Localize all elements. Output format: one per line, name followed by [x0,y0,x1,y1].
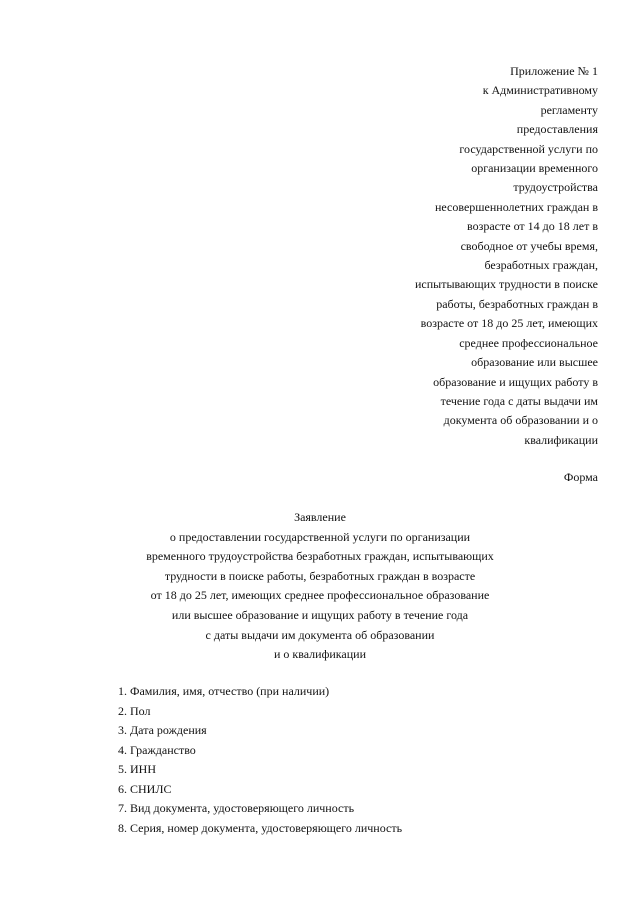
appendix-line: образование или высшее [471,355,598,370]
appendix-line: к Административному [482,83,598,98]
appendix-line: образование и ищущих работу в [433,374,598,389]
appendix-line: свободное от учебы время, [460,238,598,253]
appendix-line: безработных граждан, [484,258,598,273]
title-line: временного трудоустройства безработных граждан, испытывающих [146,549,494,564]
form-field-item: 4. Гражданство [118,742,196,757]
form-fields-list [118,682,578,838]
title-line: или высшее образование и ищущих работу в течение года [171,607,469,622]
appendix-line: государственной услуги по [459,141,598,156]
form-field-item: 3. Дата рождения [118,723,207,737]
form-field-item: 1. Фамилия, имя, отчество (при наличии) [118,684,330,698]
form-field-item: 6. СНИЛС [118,781,172,796]
appendix-line: среднее профессиональное [459,335,598,350]
appendix-header [378,62,598,450]
appendix-line: регламенту [540,102,598,117]
title-line: трудности в поиске работы, безработных граждан в возрасте [164,568,476,583]
form-field-item: 5. ИНН [118,762,156,776]
appendix-line: трудоустройства [513,180,598,195]
appendix-line: испытывающих трудности в поиске [415,277,598,292]
appendix-line: несовершеннолетних граждан в [434,199,598,214]
form-label: Форма [563,470,598,484]
appendix-line: работы, безработных граждан в [436,296,598,311]
form-field-item: 8. Серия, номер документа, удостоверяющего личность [118,820,403,835]
appendix-line: течение года с даты выдачи им [440,393,598,408]
title-line: с даты выдачи им документа об образовании [205,627,435,642]
document-title [120,508,520,665]
appendix-line: организации временного [471,161,598,176]
appendix-line: предоставления [516,122,598,137]
title-line: Заявление [294,510,346,524]
appendix-line: возрасте от 14 до 18 лет в [467,219,598,234]
form-field-item: 7. Вид документа, удостоверяющего личность [118,801,355,815]
appendix-line: Приложение № 1 [510,64,598,78]
title-line: от 18 до 25 лет, имеющих среднее профессиональное образование [150,588,490,603]
form-field-item: 2. Пол [118,703,151,718]
title-line: о предоставлении государственной услуги по организации [169,529,471,544]
title-line: и о квалификации [273,647,367,662]
appendix-line: документа об образовании и о [443,413,598,428]
appendix-line: квалификации [524,432,598,447]
appendix-line: возрасте от 18 до 25 лет, имеющих [420,316,598,331]
